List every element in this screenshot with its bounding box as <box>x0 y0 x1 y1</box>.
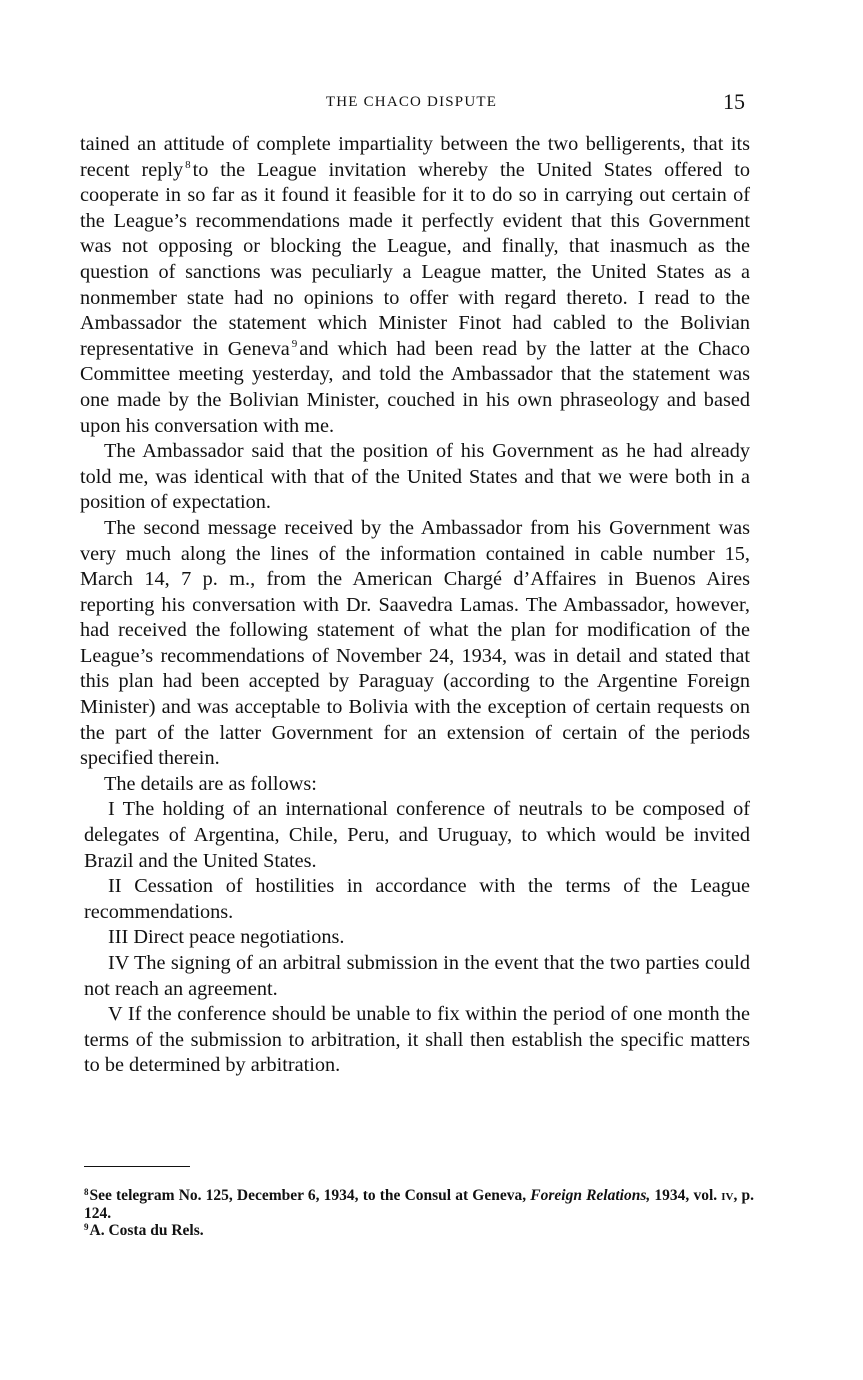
paragraph-3: The second message received by the Ambassador from his Government was very much along the lines of the information contained in cable number 15, March 14, 7 p. m., from the American Chargé d’Affaires in Buenos Aires reporting his conversation with Dr. Saavedra Lamas. The Ambassador, however, had received the following statement of what the plan for modification of the League’s recommendations of November 24, 1934, was in detail and stated that this plan had been accepted by Paraguay (according to the Argentine Foreign Minister) and was acceptable to Bolivia with the exception of certain requests on the part of the latter Government for an extension of certain of the periods specified therein. <box>80 516 750 770</box>
body-text <box>80 132 750 1079</box>
page-number: 15 <box>723 89 745 114</box>
paragraph-1-segment-2: to the League invitation whereby the United States offered to cooperate in so far as it found it feasible for it to do so in carrying out certain of the League’s recommendations made it perfectly evident that this Government was not opposing or blocking the League, and finally, that inasmuch as the question of sanctions was peculiarly a League matter, the United States as a nonmember state had no opinions to offer with regard thereto. I read to the Ambassador the statement which Minister Finot had cabled to the Bolivian representative in Geneva <box>80 158 750 360</box>
footnote-8-text-c: , p. 124. <box>84 1187 755 1222</box>
footnote-ref-8[interactable]: 8 <box>185 158 191 171</box>
footnote-8-text-b: 1934, vol. <box>654 1187 718 1204</box>
list-item-2: II Cessation of hostilities in accordance with the terms of the League recommendations. <box>84 875 750 923</box>
running-head <box>0 89 863 116</box>
footnote-8 <box>84 1187 754 1222</box>
list-item-4: IV The signing of an arbitral submission in the event that the two parties could not reach an agreement. <box>84 952 750 1000</box>
footnote-9 <box>84 1222 754 1240</box>
footnote-8-mark: 8 <box>84 1187 89 1197</box>
paragraph-4: The details are as follows: <box>104 772 317 795</box>
footnote-divider <box>84 1166 190 1167</box>
footnote-8-italic: Foreign Relations, <box>530 1187 651 1204</box>
paragraph-1-segment-1: tained an attitude of complete impartiality between the two belligerents, that its recent reply <box>80 133 750 181</box>
paragraph-2: The Ambassador said that the position of his Government as he had already told me, was identical with that of the United States and that we were both in a position of expectation. <box>80 440 750 514</box>
footnote-ref-9[interactable]: 9 <box>291 337 298 350</box>
list-item-3: III Direct peace negotiations. <box>108 926 345 949</box>
list-item-5: V If the conference should be unable to fix within the period of one month the terms of the submission to arbitration, it shall then establish the specific matters to be determined by arbitration. <box>84 1003 750 1077</box>
footnotes <box>84 1187 754 1240</box>
footnote-8-text-a: See telegram No. 125, December 6, 1934, to the Consul at Geneva, <box>89 1187 527 1204</box>
paragraph-1 <box>80 132 750 439</box>
footnote-8-volume: iv <box>721 1187 734 1204</box>
footnote-9-text: A. Costa du Rels. <box>89 1222 204 1239</box>
running-title: THE CHACO DISPUTE <box>325 94 498 110</box>
footnote-9-mark: 9 <box>84 1222 89 1232</box>
list-item-1: I The holding of an international conference of neutrals to be composed of delegates of Argentina, Chile, Peru, and Uruguay, to which would be invited Brazil and the United States. <box>84 798 750 872</box>
paragraph-1-segment-3: and which had been read by the latter at the Chaco Committee meeting yesterday, and told the Ambassador that the statement was one made by the Bolivian Minister, couched in his own phraseology and based upon his conversation with me. <box>80 337 750 437</box>
